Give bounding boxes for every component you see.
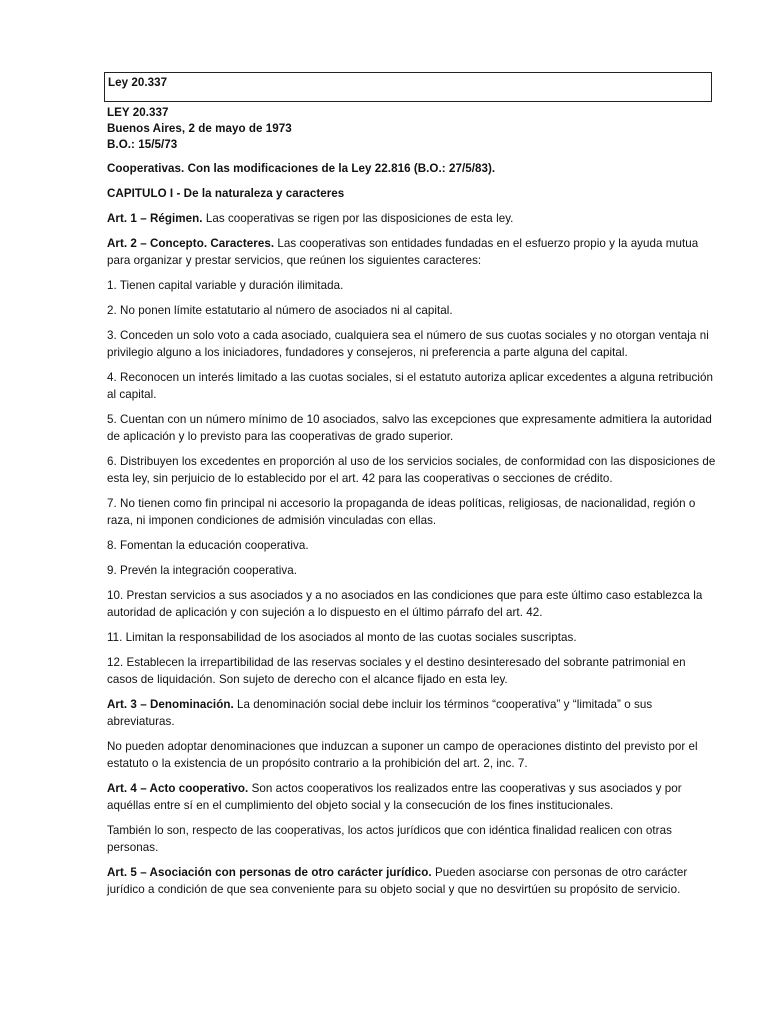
chapter-heading: CAPITULO I - De la naturaleza y caracteres	[107, 187, 345, 200]
article-1-text: Las cooperativas se rigen por las disposiciones de esta ley.	[202, 212, 514, 225]
list-item: 3. Conceden un solo voto a cada asociado, cualquiera sea el número de sus cuotas sociales y no otorgan ventaja ni privilegio alguno a los iniciadores, fundadores y consejeros, ni preferencia a parte alguna del capital.	[107, 329, 709, 359]
list-item: 12. Establecen la irrepartibilidad de las reservas sociales y el destino desinteresado del sobrante patrimonial en casos de liquidación. Son sujeto de derecho con el alcance fijado en esta ley.	[107, 656, 686, 686]
document-page	[107, 72, 717, 906]
law-number: LEY 20.337	[107, 106, 169, 119]
list-item: 2. No ponen límite estatutario al número de asociados ni al capital.	[107, 304, 453, 317]
title-box	[104, 72, 712, 102]
list-item: 1. Tienen capital variable y duración ilimitada.	[107, 279, 344, 292]
article-4	[107, 780, 717, 814]
list-item: 5. Cuentan con un número mínimo de 10 asociados, salvo las excepciones que expresamente admitiera la autoridad de aplicación y lo previsto para las cooperativas de grado superior.	[107, 413, 712, 443]
list-item: 4. Reconocen un interés limitado a las cuotas sociales, si el estatuto autoriza aplicar excedentes a alguna retribución al capital.	[107, 371, 713, 401]
list-item: 8. Fomentan la educación cooperativa.	[107, 539, 309, 552]
article-2	[107, 235, 717, 269]
place-date: Buenos Aires, 2 de mayo de 1973	[107, 122, 292, 135]
bulletin-date: B.O.: 15/5/73	[107, 138, 178, 151]
article-4-text: Son actos cooperativos los realizados entre las cooperativas y sus asociados y por aquéllas entre sí en el cumplimiento del objeto social y la consecución de los fines institucionales.	[107, 782, 682, 812]
article-4-paragraph-2: También lo son, respecto de las cooperativas, los actos jurídicos que con idéntica finalidad realicen con otras personas.	[107, 824, 672, 854]
list-item: 11. Limitan la responsabilidad de los asociados al monto de las cuotas sociales suscriptas.	[107, 631, 577, 644]
article-3-text: La denominación social debe incluir los términos “cooperativa” y “limitada” o sus abreviaturas.	[107, 698, 653, 728]
article-1-lead: Art. 1 – Régimen.	[107, 212, 203, 225]
list-item: 10. Prestan servicios a sus asociados y a no asociados en las condiciones que para este último caso establezca la autoridad de aplicación y con sujeción a lo dispuesto en el último párrafo del art. 42.	[107, 589, 703, 619]
article-2-text: Las cooperativas son entidades fundadas en el esfuerzo propio y la ayuda mutua para organizar y prestar servicios, que reúnen los siguientes caracteres:	[107, 237, 699, 267]
article-4-lead: Art. 4 – Acto cooperativo.	[107, 782, 249, 795]
article-3-paragraph-2: No pueden adoptar denominaciones que induzcan a suponer un campo de operaciones distinto del previsto por el estatuto o la existencia de un propósito contrario a la prohibición del art. 2, inc. 7.	[107, 740, 698, 770]
article-5-text: Pueden asociarse con personas de otro carácter jurídico a condición de que sea conveniente para su objeto social y que no desvirtúen su propósito de servicio.	[107, 866, 688, 896]
article-3-lead: Art. 3 – Denominación.	[107, 698, 234, 711]
list-item: 9. Prevén la integración cooperativa.	[107, 564, 298, 577]
box-title: Ley 20.337	[108, 76, 168, 89]
article-5	[107, 864, 717, 898]
article-1	[107, 210, 717, 227]
list-item: 7. No tienen como fin principal ni accesorio la propaganda de ideas políticas, religiosas, de nacionalidad, región o raza, ni imponen condiciones de admisión vinculadas con ellas.	[107, 497, 696, 527]
modifications-note: Cooperativas. Con las modificaciones de la Ley 22.816 (B.O.: 27/5/83).	[107, 162, 496, 175]
article-5-lead: Art. 5 – Asociación con personas de otro carácter jurídico.	[107, 866, 432, 879]
list-item: 6. Distribuyen los excedentes en proporción al uso de los servicios sociales, de conformidad con las disposiciones de esta ley, sin perjuicio de lo establecido por el art. 42 para las cooperativas o secciones de crédito.	[107, 455, 716, 485]
article-2-lead: Art. 2 – Concepto. Caracteres.	[107, 237, 275, 250]
article-3	[107, 696, 717, 730]
law-header	[107, 104, 717, 152]
